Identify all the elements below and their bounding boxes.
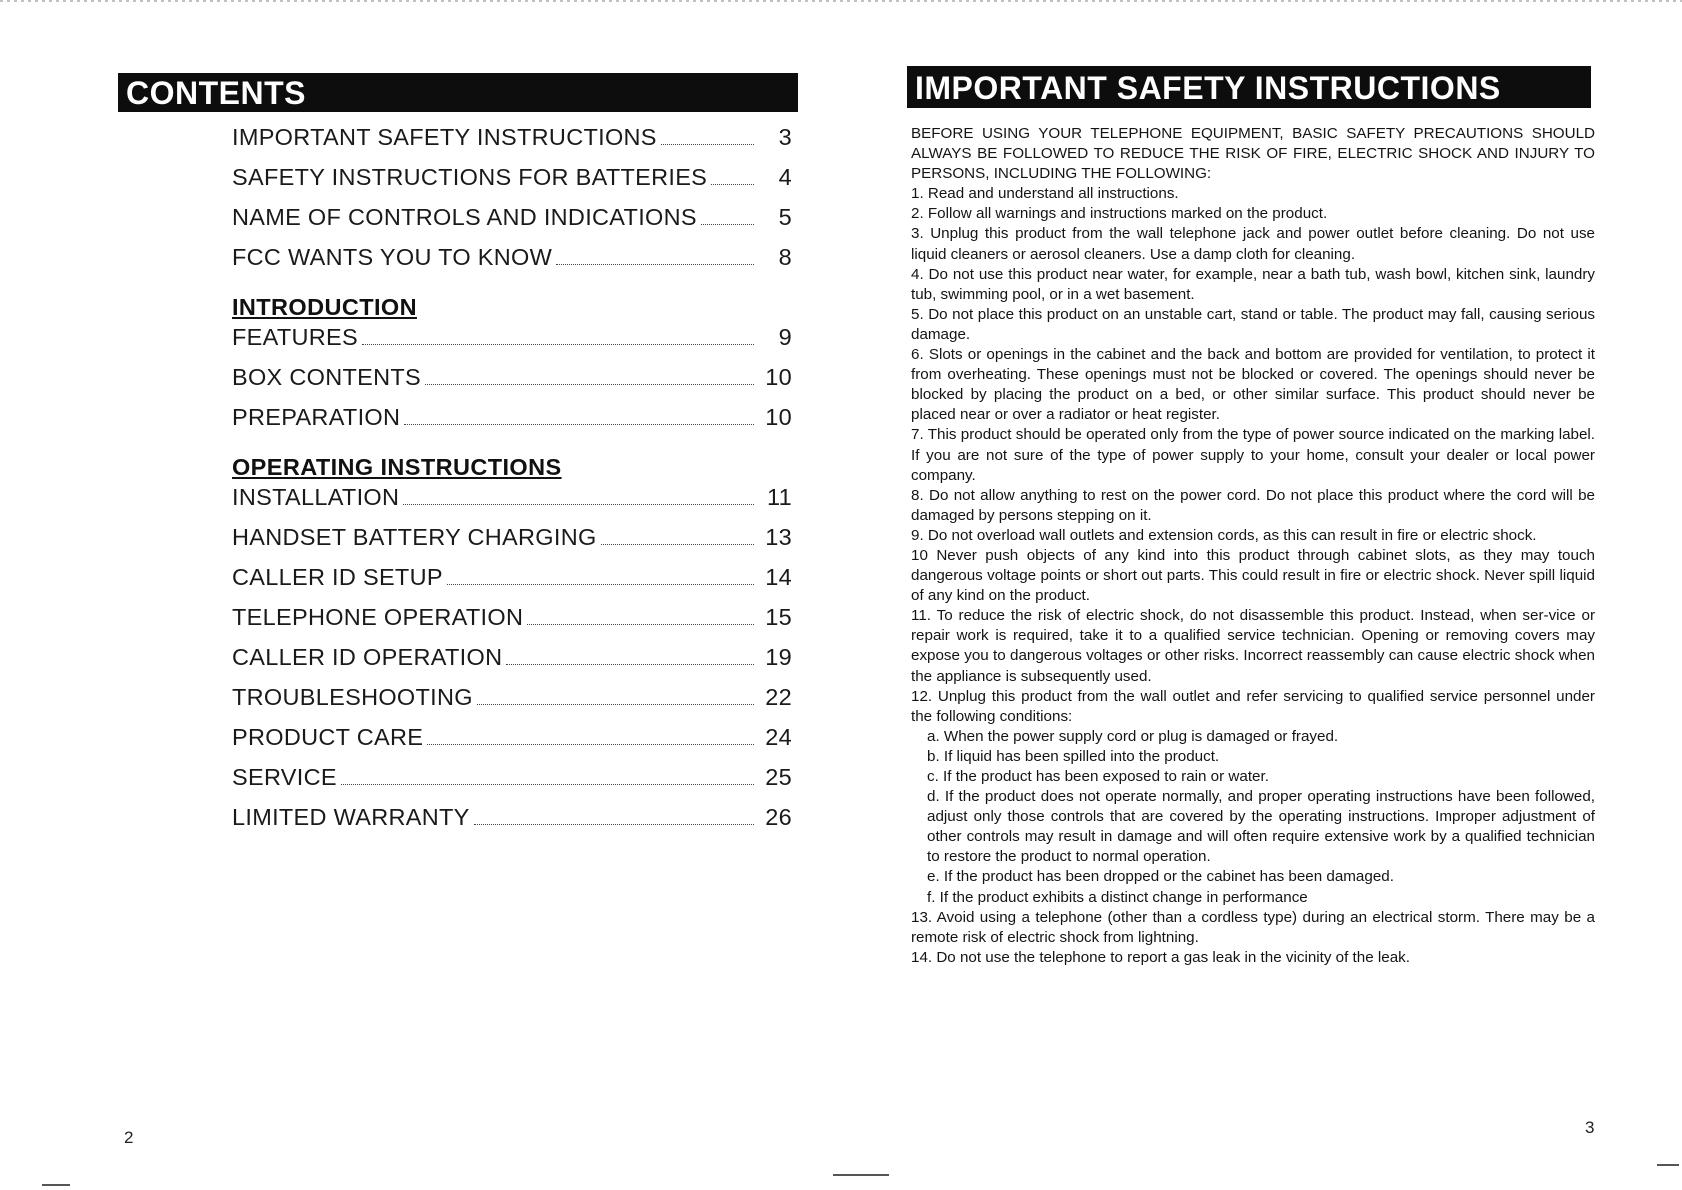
safety-item-8: 8. Do not allow anything to rest on the power cord. Do not place this product where the cord will be damaged by persons stepping on it. [911, 486, 1595, 524]
toc-dot-leader [341, 784, 754, 785]
safety-item-3: 3. Unplug this product from the wall telephone jack and power outlet before cleaning. Do not use liquid cleaners or aerosol cleaners. Use a damp cloth for cleaning. [911, 225, 1595, 263]
toc-dot-leader [403, 504, 754, 505]
toc-entry-label: FCC WANTS YOU TO KNOW [232, 244, 553, 270]
safety-title-banner: IMPORTANT SAFETY INSTRUCTIONS [907, 66, 1591, 108]
toc-dot-leader [447, 584, 754, 585]
safety-subitem-b: b. If liquid has been spilled into the product. [927, 747, 1220, 765]
toc-dot-leader [425, 384, 754, 385]
toc-entry-page: 14 [765, 564, 792, 590]
toc-dot-leader [601, 544, 754, 545]
toc-dot-leader [556, 264, 754, 265]
safety-subitem-f: f. If the product exhibits a distinct change in performance [927, 888, 1308, 906]
toc-entry-label: INSTALLATION [232, 484, 400, 510]
toc-entry-label: HANDSET BATTERY CHARGING [232, 524, 597, 550]
toc-entry[interactable] [232, 524, 792, 564]
safety-item-12: 12. Unplug this product from the wall outlet and refer servicing to qualified service personnel under the following conditions: [911, 687, 1595, 725]
toc-entry[interactable] [232, 364, 792, 404]
toc-entry-label: NAME OF CONTROLS AND INDICATIONS [232, 204, 697, 230]
toc-entry-label: LIMITED WARRANTY [232, 804, 470, 830]
toc-entry[interactable] [232, 124, 792, 164]
toc-entry-page: 22 [765, 684, 792, 710]
page-number-left: 2 [124, 1128, 134, 1147]
safety-item-11: 11. To reduce the risk of electric shock, do not disassemble this product. Instead, when ser-vice or repair work is required, take it to a qualified service technician. Opening or removing covers may expose you to dangerous voltages or other risks. Incorrect reassembly can cause electric shock when the appliance is subsequently used. [911, 607, 1595, 685]
toc-entry-page: 10 [765, 364, 792, 390]
toc-dot-leader [474, 824, 754, 825]
safety-item-13: 13. Avoid using a telephone (other than a cordless type) during an electrical storm. There may be a remote risk of electric shock from lightning. [911, 908, 1595, 946]
safety-subitem-a: a. When the power supply cord or plug is damaged or frayed. [927, 727, 1339, 745]
safety-item-10: 10 Never push objects of any kind into this product through cabinet slots, as they may touch dangerous voltage points or short out parts. This could result in fire or electric shock. Never spill liquid of any kind on the product. [911, 546, 1595, 605]
toc-entry-page: 9 [778, 324, 792, 350]
toc-entry-page: 26 [765, 804, 792, 830]
toc-entry-label: IMPORTANT SAFETY INSTRUCTIONS [232, 124, 657, 150]
page-number-right: 3 [1585, 1118, 1595, 1137]
toc-entry[interactable] [232, 684, 792, 724]
toc-dot-leader [362, 344, 754, 345]
safety-item-6: 6. Slots or openings in the cabinet and the back and bottom are provided for ventilation, to protect it from overheating. These openings must not be blocked or covered. The openings should never be blocked by placing the product on a bed, or other similar surface. This product should never be placed near or over a radiator or heat register. [911, 346, 1595, 424]
table-of-contents [232, 124, 792, 844]
toc-entry-label: SERVICE [232, 764, 337, 790]
toc-entry-page: 3 [778, 124, 792, 150]
contents-title-banner: CONTENTS [118, 73, 798, 112]
toc-entry-page: 8 [778, 244, 792, 270]
toc-entry[interactable] [232, 564, 792, 604]
crop-mark [42, 1184, 70, 1186]
toc-dot-leader [477, 704, 754, 705]
toc-entry-label: PRODUCT CARE [232, 724, 424, 750]
toc-dot-leader [404, 424, 754, 425]
toc-entry[interactable] [232, 404, 792, 444]
toc-entry[interactable] [232, 604, 792, 644]
safety-item-14: 14. Do not use the telephone to report a gas leak in the vicinity of the leak. [911, 948, 1410, 966]
toc-dot-leader [711, 184, 754, 185]
toc-entry-page: 24 [765, 724, 792, 750]
safety-item-4: 4. Do not use this product near water, for example, near a bath tub, wash bowl, kitchen sink, laundry tub, swimming pool, or in a wet basement. [911, 265, 1595, 303]
toc-entry[interactable] [232, 324, 792, 364]
safety-instructions-body [911, 124, 1595, 968]
toc-entry-page: 5 [778, 204, 792, 230]
toc-dot-leader [701, 224, 754, 225]
safety-instructions-page [841, 0, 1682, 1190]
toc-entry-label: TROUBLESHOOTING [232, 684, 473, 710]
safety-subitem-e: e. If the product has been dropped or the cabinet has been damaged. [927, 868, 1394, 886]
toc-entry-label: CALLER ID SETUP [232, 564, 443, 590]
toc-entry-label: FEATURES [232, 324, 359, 350]
toc-dot-leader [427, 744, 754, 745]
toc-dot-leader [527, 624, 754, 625]
toc-entry[interactable] [232, 484, 792, 524]
toc-entry-page: 13 [765, 524, 792, 550]
safety-item-9: 9. Do not overload wall outlets and extension cords, as this can result in fire or electric shock. [911, 526, 1537, 544]
safety-item-2: 2. Follow all warnings and instructions marked on the product. [911, 205, 1328, 223]
toc-entry[interactable] [232, 804, 792, 844]
toc-entry-page: 25 [765, 764, 792, 790]
safety-item-7: 7. This product should be operated only from the type of power source indicated on the marking label. If you are not sure of the type of power supply to your home, consult your dealer or local power company. [911, 426, 1595, 484]
toc-section-heading-introduction: INTRODUCTION [232, 294, 417, 320]
toc-entry-page: 11 [767, 484, 792, 510]
toc-entry-label: BOX CONTENTS [232, 364, 422, 390]
toc-entry-label: CALLER ID OPERATION [232, 644, 503, 670]
toc-entry-page: 4 [778, 164, 792, 190]
toc-entry[interactable] [232, 764, 792, 804]
toc-entry-label: TELEPHONE OPERATION [232, 604, 524, 630]
toc-entry[interactable] [232, 164, 792, 204]
toc-entry[interactable] [232, 244, 792, 284]
safety-intro-paragraph: BEFORE USING YOUR TELEPHONE EQUIPMENT, BASIC SAFETY PRECAUTIONS SHOULD ALWAYS BE FOLLOWED TO REDUCE THE RISK OF FIRE, ELECTRIC SHOCK AND INJURY TO PERSONS, INCLUDING THE FOLLOWING: [911, 125, 1595, 183]
safety-subitem-c: c. If the product has been exposed to rain or water. [927, 768, 1269, 785]
safety-item-5: 5. Do not place this product on an unstable cart, stand or table. The product may fall, causing serious damage. [911, 305, 1595, 343]
crop-mark [1657, 1164, 1679, 1166]
toc-entry-label: SAFETY INSTRUCTIONS FOR BATTERIES [232, 164, 708, 190]
toc-entry-page: 15 [765, 604, 792, 630]
safety-subitem-d: d. If the product does not operate normally, and proper operating instructions have been followed, adjust only those controls that are covered by the operating instructions. Improper adjustment of other controls may result in damage and will often require extensive work by a qualified technician to restore the product to normal operation. [927, 788, 1595, 866]
safety-item-1: 1. Read and understand all instructions. [911, 185, 1179, 203]
toc-entry[interactable] [232, 724, 792, 764]
toc-entry[interactable] [232, 204, 792, 244]
toc-entry[interactable] [232, 644, 792, 684]
toc-entry-page: 10 [765, 404, 792, 430]
toc-dot-leader [506, 664, 754, 665]
toc-entry-label: PREPARATION [232, 404, 401, 430]
toc-entry-page: 19 [765, 644, 792, 670]
toc-section-heading-operating: OPERATING INSTRUCTIONS [232, 454, 562, 480]
toc-dot-leader [661, 144, 754, 145]
